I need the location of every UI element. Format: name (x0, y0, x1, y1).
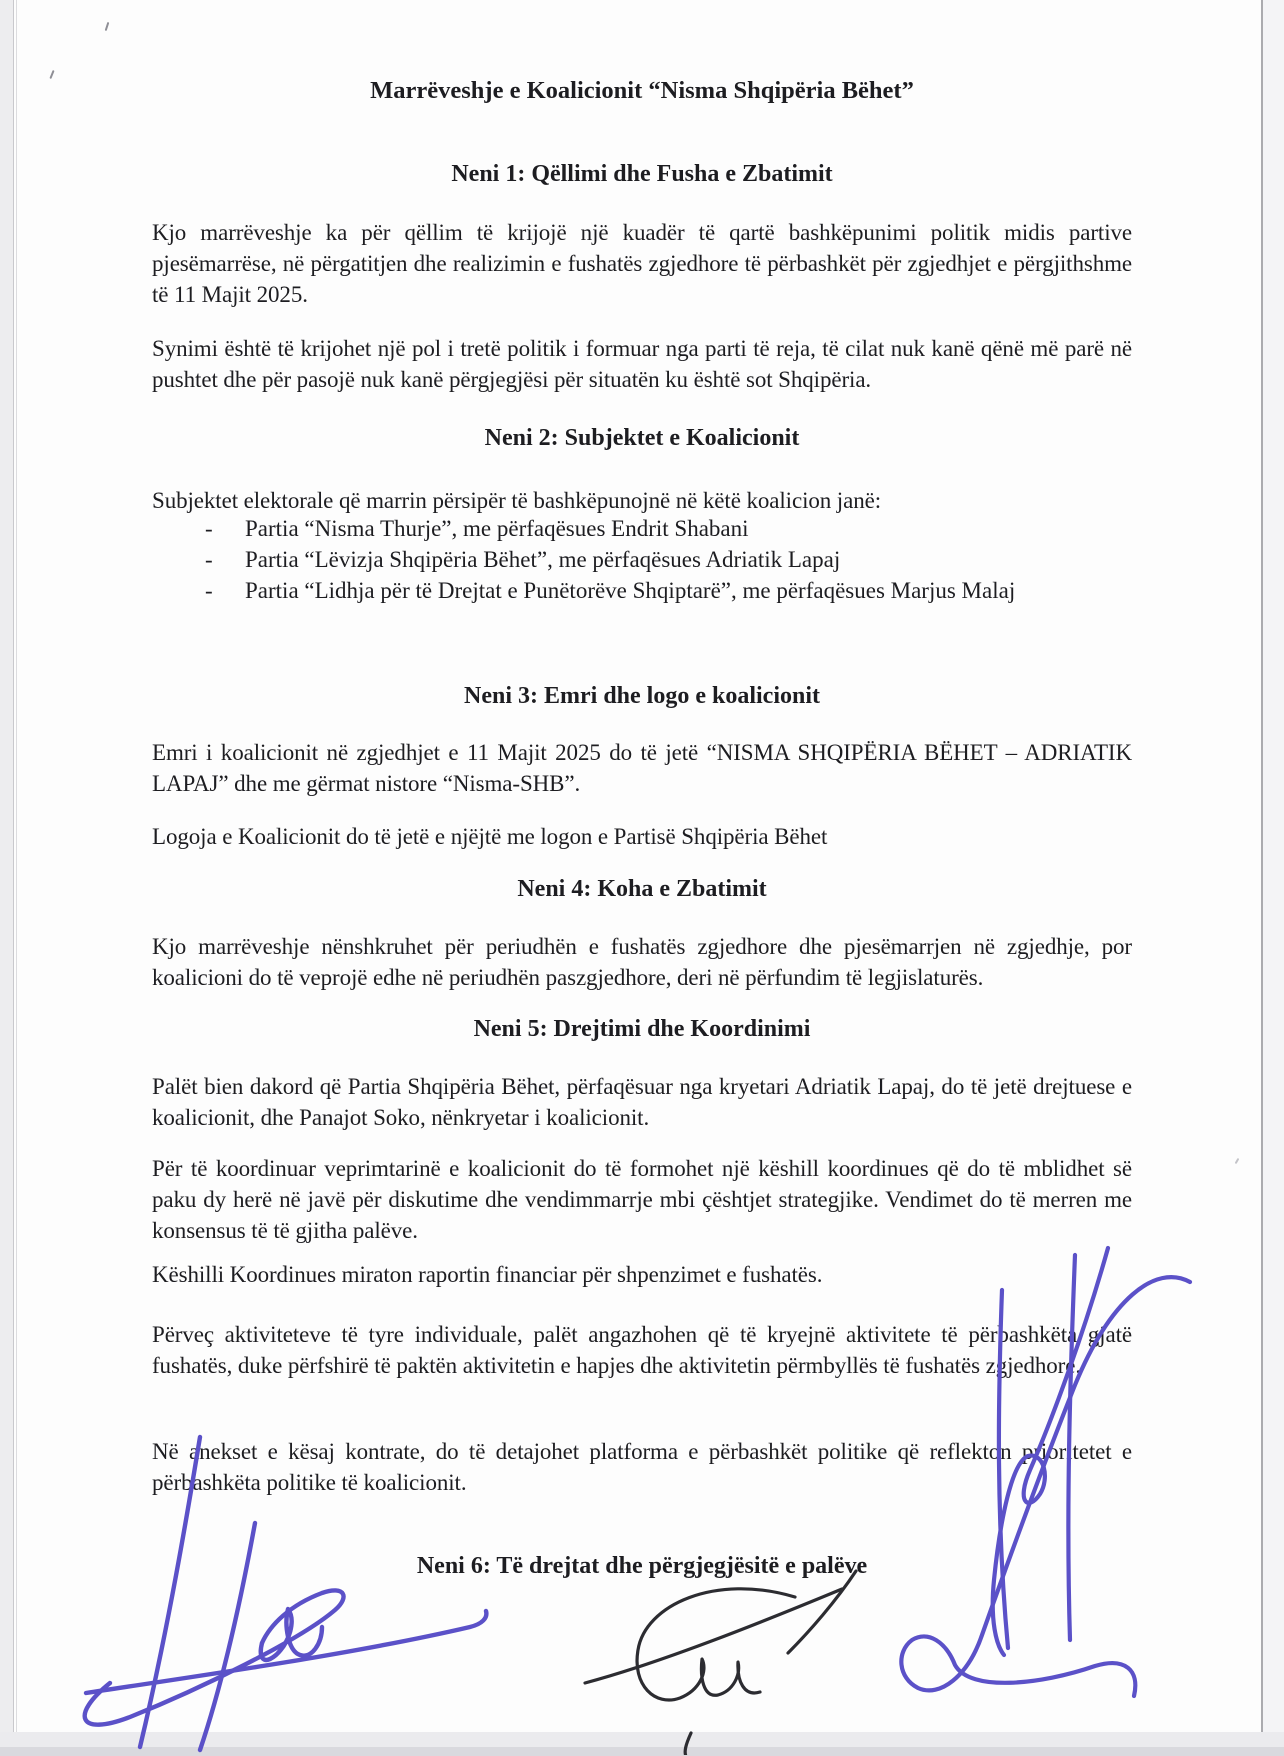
signature-middle (560, 1555, 880, 1755)
scan-bottom-band (0, 1732, 1284, 1747)
paragraph-neni3-logo: Logoja e Koalicionit do të jetë e njëjtë me logon e Partisë Shqipëria Bëhet (152, 824, 828, 849)
paragraph-neni5-annexes: Në anekset e kësaj kontrate, do të detajohet platforma e përbashkët politike që reflekton prioritetet e përbashkëta politike të koalicionit. (152, 1439, 1132, 1495)
paragraph-neni4-duration: Kjo marrëveshje nënshkruhet për periudhën e fushatës zgjedhore dhe pjesëmarrjen në zgjedhje, por koalicioni do të veprojë edhe në periudhën paszgjedhore, deri në përfundim të legjislaturës. (152, 934, 1132, 990)
section-heading-neni-4: Neni 4: Koha e Zbatimit (517, 876, 767, 902)
paragraph-neni5-finance: Këshilli Koordinues miraton raportin financiar për shpenzimet e fushatës. (152, 1262, 823, 1287)
list-item-text: Partia “Lëvizja Shqipëria Bëhet”, me përfaqësues Adriatik Lapaj (245, 547, 841, 572)
section-heading-neni-2: Neni 2: Subjektet e Koalicionit (484, 425, 800, 451)
list-item-party-lidhja-punetoreve (205, 575, 1135, 606)
list-item-party-nisma-thurje (205, 513, 1135, 544)
scan-left-edge (0, 0, 14, 1756)
paragraph-neni3-name: Emri i koalicionit në zgjedhjet e 11 Majit 2025 do të jetë “NISMA SHQIPËRIA BËHET – ADRIATIK LAPAJ” dhe me gërmat nistore “Nisma-SHB”. (152, 740, 1132, 796)
list-item-text: Partia “Lidhja për të Drejtat e Punëtorëve Shqiptarë”, me përfaqësues Marjus Malaj (245, 578, 1016, 603)
section-heading-neni-6: Neni 6: Të drejtat dhe përgjegjësitë e palëve (416, 1553, 868, 1579)
section-heading-neni-1: Neni 1: Qëllimi dhe Fusha e Zbatimit (451, 161, 833, 187)
document-title: Marrëveshje e Koalicionit “Nisma Shqipëria Bëhet” (370, 77, 914, 104)
paragraph-neni1-purpose: Kjo marrëveshje ka për qëllim të krijojë një kuadër të qartë bashkëpunimi politik midis partive pjesëmarrëse, në përgatitjen dhe realizimin e fushatës zgjedhore të përbashkët për zgjedhjet e përgjithshme të 11 Majit 2025. (152, 220, 1132, 307)
list-dash: - (205, 547, 213, 572)
paragraph-neni5-leadership: Palët bien dakord që Partia Shqipëria Bëhet, përfaqësuar nga kryetari Adriatik Lapaj, do të jetë drejtuese e koalicionit, dhe Panajot Soko, nënkryetar i koalicionit. (152, 1074, 1132, 1130)
signature-right (795, 1240, 1225, 1756)
list-dash: - (205, 516, 213, 541)
paragraph-neni2-intro: Subjektet elektorale që marrin përsipër të bashkëpunojnë në këtë koalicion janë: (152, 488, 882, 513)
scan-right-edge-line (1261, 0, 1263, 1738)
paragraph-neni5-council: Për të koordinuar veprimtarinë e koalicionit do të formohet një këshill koordinues që do të mblidhet së paku dy herë në javë për diskutime dhe vendimmarrje mbi çështjet strategjike. Vendimet do të merren me konsensus të të gjitha palëve. (152, 1156, 1132, 1243)
scan-speck (49, 70, 54, 79)
section-heading-neni-5: Neni 5: Drejtimi dhe Koordinimi (473, 1016, 811, 1042)
scan-bottom-shadow (0, 1747, 1284, 1756)
list-dash: - (205, 578, 213, 603)
paragraph-neni1-third-pole: Synimi është të krijohet një pol i tretë politik i formuar nga parti të reja, të cilat nuk kanë qënë më parë në pushtet dhe për pasojë nuk kanë përgjegjësi për situatën ku është sot Shqipëria. (152, 336, 1132, 392)
scan-speck (1235, 1158, 1240, 1164)
scan-speck (105, 22, 110, 31)
section-heading-neni-3: Neni 3: Emri dhe logo e koalicionit (464, 683, 820, 709)
list-item-text: Partia “Nisma Thurje”, me përfaqësues Endrit Shabani (245, 516, 749, 541)
scan-left-edge-line (16, 0, 17, 1756)
list-item-party-levizja-shqiperia-behet (205, 544, 1135, 575)
scan-right-margin (1263, 0, 1284, 1738)
paragraph-neni5-activities: Përveç aktiviteteve të tyre individuale, palët angazhohen që të kryejnë aktivitete të përbashkëta gjatë fushatës, duke përfshirë të paktën aktivitetin e hapjes dhe aktivitetin përmbyllës të fushatës zgjedhore. (152, 1322, 1132, 1378)
